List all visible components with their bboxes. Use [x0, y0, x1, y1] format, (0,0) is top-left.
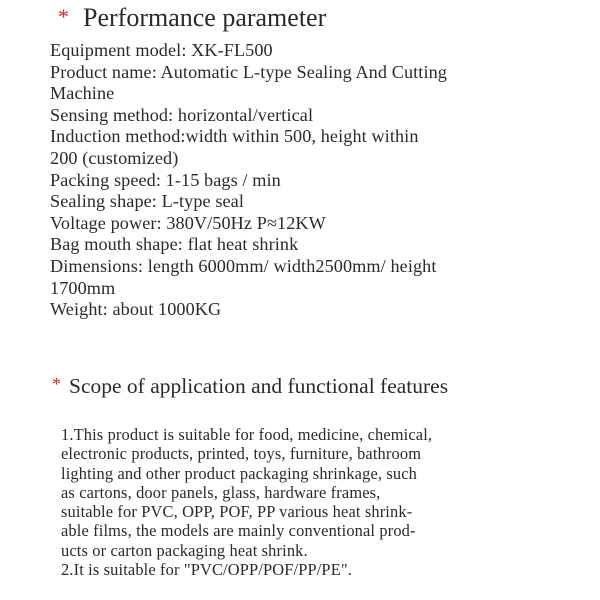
feature-text-line: able films, the models are mainly conventional prod-: [61, 521, 416, 541]
spec-bag-mouth-shape: Bag mouth shape: flat heat shrink: [50, 234, 299, 255]
spec-weight: Weight: about 1000KG: [50, 299, 222, 320]
feature-text-line: 2.It is suitable for "PVC/OPP/POF/PP/PE".: [61, 560, 352, 580]
feature-text-line: lighting and other product packaging shrinkage, such: [61, 463, 418, 483]
spec-sealing-shape: Sealing shape: L-type seal: [50, 191, 245, 212]
scope-feature-list: [61, 425, 561, 579]
spec-product-name: Product name: Automatic L-type Sealing And Cutting: [50, 61, 447, 82]
performance-parameter-list: [50, 40, 570, 321]
red-star-icon: *: [58, 4, 69, 29]
spec-induction-method-cont: 200 (customized): [50, 147, 179, 168]
feature-text-line: electronic products, printed, toys, furniture, bathroom: [61, 444, 422, 464]
feature-text-line: as cartons, door panels, glass, hardware frames,: [61, 482, 381, 502]
spec-dimensions-cont: 1700mm: [50, 277, 116, 298]
feature-text-line: 1.This product is suitable for food, medicine, chemical,: [61, 425, 433, 444]
red-star-icon: *: [52, 374, 61, 394]
spec-voltage-power: Voltage power: 380V/50Hz P≈12KW: [50, 212, 326, 233]
spec-packing-speed: Packing speed: 1-15 bags / min: [50, 169, 281, 190]
performance-parameter-heading: [58, 2, 326, 35]
feature-text-line: ucts or carton packaging heat shrink.: [61, 540, 308, 560]
spec-sensing-method: Sensing method: horizontal/vertical: [50, 104, 314, 125]
spec-equipment-model: Equipment model: XK-FL500: [50, 40, 273, 60]
scope-heading: [52, 372, 448, 401]
spec-induction-method: Induction method:width within 500, height within: [50, 126, 419, 147]
performance-parameter-title: Performance parameter: [83, 3, 327, 32]
feature-text-line: suitable for PVC, OPP, POF, PP various heat shrink-: [61, 502, 413, 522]
spec-dimensions: Dimensions: length 6000mm/ width2500mm/ height: [50, 255, 437, 276]
spec-product-name-cont: Machine: [50, 83, 115, 104]
scope-title: Scope of application and functional features: [69, 374, 449, 398]
